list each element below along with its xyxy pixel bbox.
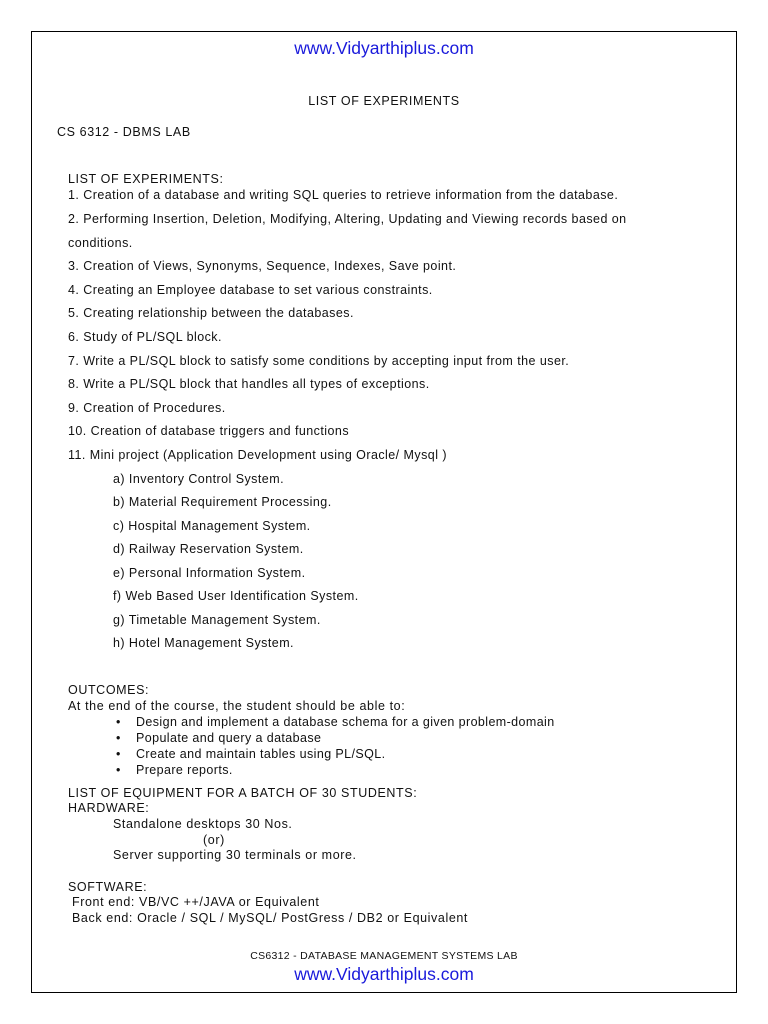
header-site-link[interactable]: www.Vidyarthiplus.com	[294, 38, 474, 58]
mini-project-item: g) Timetable Management System.	[113, 613, 321, 627]
bullet-glyph: •	[116, 731, 121, 745]
experiment-item: 1. Creation of a database and writing SQL queries to retrieve information from the database.	[68, 188, 619, 202]
bullet-glyph: •	[116, 747, 121, 761]
outcome-item	[116, 731, 321, 745]
software-heading: SOFTWARE:	[68, 880, 148, 894]
hardware-line: Standalone desktops 30 Nos.	[113, 817, 293, 831]
experiment-item: 4. Creating an Employee database to set various constraints.	[68, 283, 433, 297]
experiment-item: 8. Write a PL/SQL block that handles all types of exceptions.	[68, 377, 430, 391]
equipment-heading: LIST OF EQUIPMENT FOR A BATCH OF 30 STUDENTS:	[68, 786, 418, 800]
page-title: LIST OF EXPERIMENTS	[308, 94, 460, 108]
subject-code: CS 6312 - DBMS LAB	[57, 125, 191, 139]
outcomes-intro: At the end of the course, the student should be able to:	[68, 699, 406, 713]
mini-project-item: d) Railway Reservation System.	[113, 542, 304, 556]
bullet-glyph: •	[116, 715, 121, 729]
hardware-line: Server supporting 30 terminals or more.	[113, 848, 357, 862]
experiment-item-continuation: conditions.	[68, 236, 133, 250]
mini-project-item: c) Hospital Management System.	[113, 519, 311, 533]
experiments-heading: LIST OF EXPERIMENTS:	[68, 172, 224, 186]
bullet-glyph: •	[116, 763, 121, 777]
hardware-heading: HARDWARE:	[68, 801, 150, 815]
footer-course-title: CS6312 - DATABASE MANAGEMENT SYSTEMS LAB	[250, 950, 518, 962]
mini-project-item: e) Personal Information System.	[113, 566, 306, 580]
outcome-item	[116, 747, 385, 761]
experiment-item: 5. Creating relationship between the databases.	[68, 306, 354, 320]
experiment-item: 11. Mini project (Application Development using Oracle/ Mysql )	[68, 448, 447, 462]
outcome-item	[116, 763, 233, 777]
outcome-text: Create and maintain tables using PL/SQL.	[136, 747, 386, 761]
experiment-item: 10. Creation of database triggers and functions	[68, 424, 350, 438]
software-back-end: Back end: Oracle / SQL / MySQL/ PostGress / DB2 or Equivalent	[72, 911, 469, 925]
mini-project-item: f) Web Based User Identification System.	[113, 589, 359, 603]
outcome-text: Design and implement a database schema for a given problem-domain	[136, 715, 555, 729]
experiment-item: 7. Write a PL/SQL block to satisfy some conditions by accepting input from the user.	[68, 354, 570, 368]
experiment-item: 2. Performing Insertion, Deletion, Modifying, Altering, Updating and Viewing records based on	[68, 212, 627, 226]
mini-project-item: a) Inventory Control System.	[113, 472, 284, 486]
footer-site-link[interactable]: www.Vidyarthiplus.com	[294, 964, 474, 984]
mini-project-item: b) Material Requirement Processing.	[113, 495, 332, 509]
outcomes-heading: OUTCOMES:	[68, 683, 150, 697]
outcome-item	[116, 715, 555, 729]
outcome-text: Populate and query a database	[136, 731, 322, 745]
experiment-item: 9. Creation of Procedures.	[68, 401, 226, 415]
outcome-text: Prepare reports.	[136, 763, 233, 777]
mini-project-item: h) Hotel Management System.	[113, 636, 294, 650]
experiment-item: 3. Creation of Views, Synonyms, Sequence, Indexes, Save point.	[68, 259, 457, 273]
experiment-item: 6. Study of PL/SQL block.	[68, 330, 222, 344]
software-front-end: Front end: VB/VC ++/JAVA or Equivalent	[72, 895, 320, 909]
hardware-or: (or)	[203, 833, 225, 847]
